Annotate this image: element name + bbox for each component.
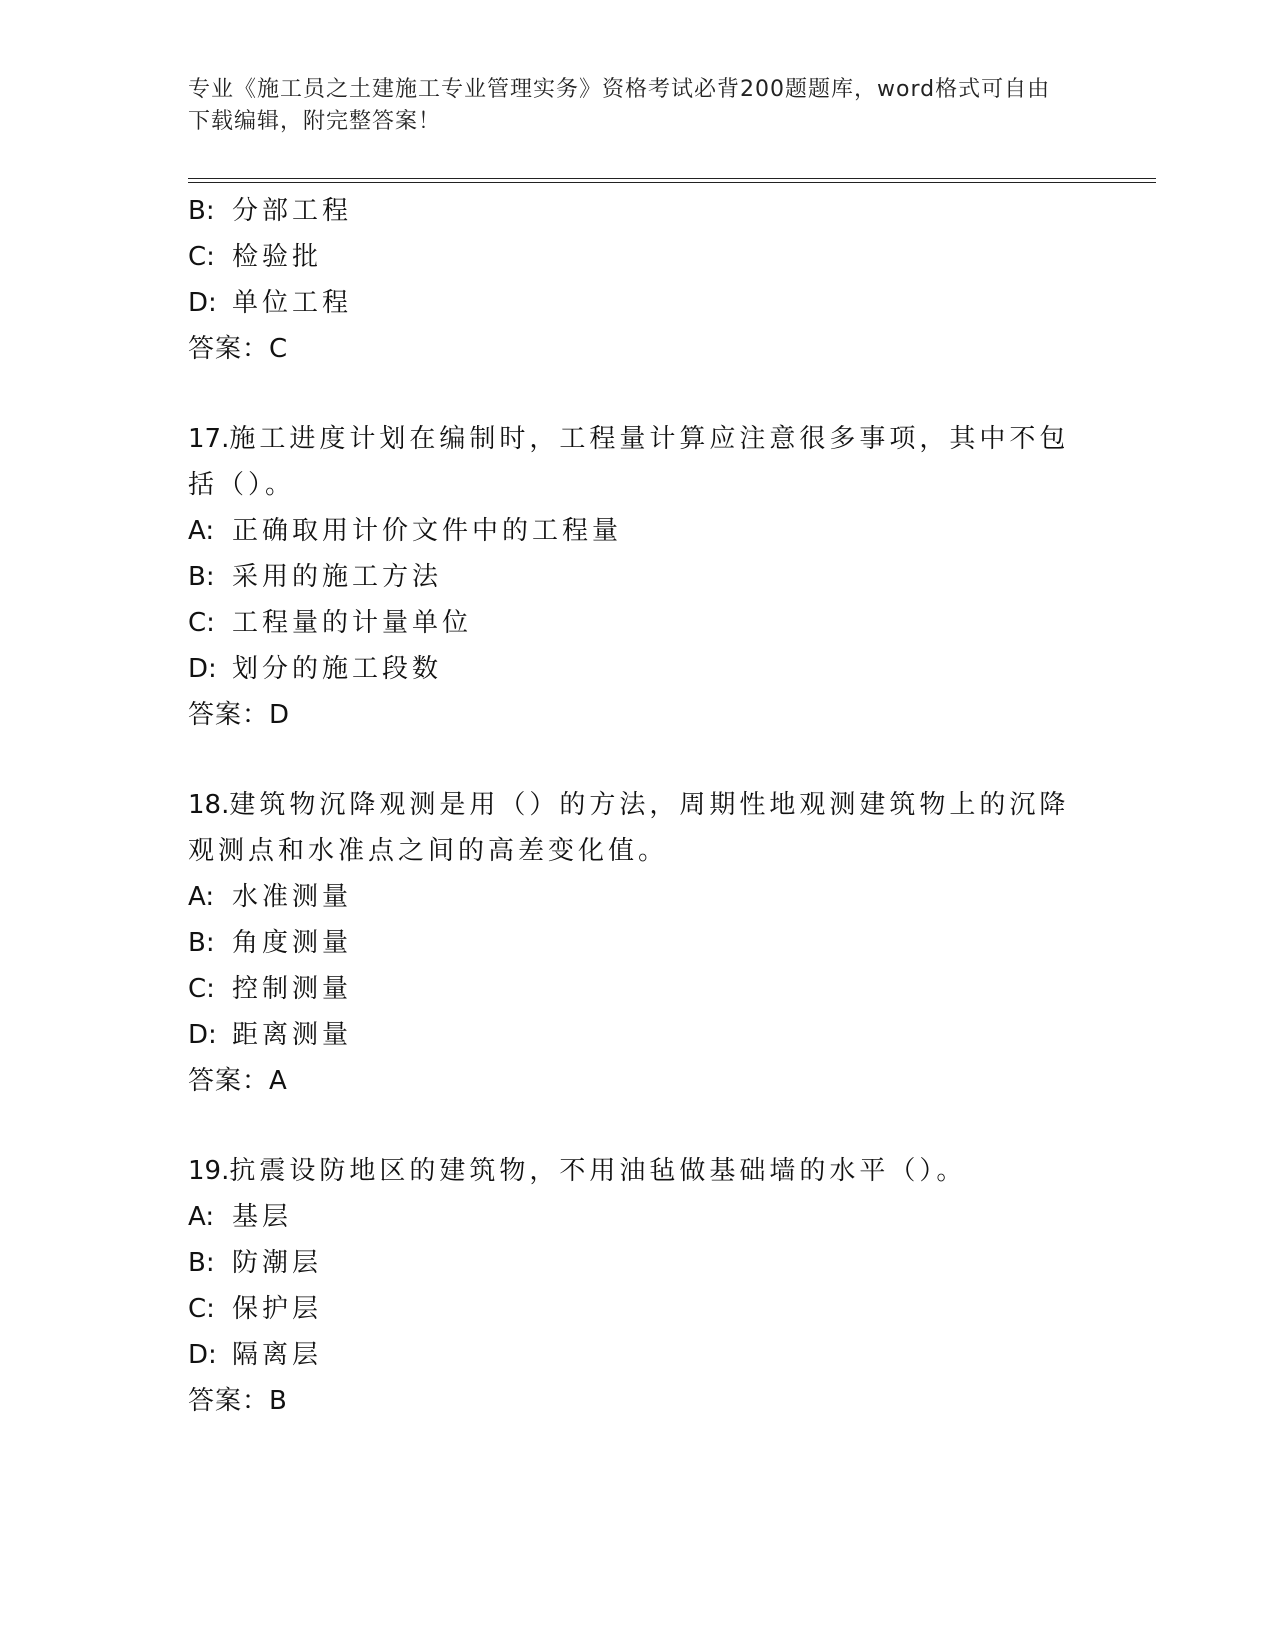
option-label: B: (188, 928, 215, 958)
question-stem (188, 1148, 1088, 1194)
question-18 (188, 782, 1088, 1104)
question-text: 施工进度计划在编制时，工程量计算应注意很多事项，其中不包括（）。 (188, 424, 1070, 500)
option-text: 分部工程 (232, 196, 353, 226)
question-stem (188, 782, 1088, 874)
option-label: A: (188, 1202, 215, 1232)
question-continued (188, 188, 1088, 372)
option-text: 角度测量 (232, 928, 353, 958)
option-d (188, 280, 1088, 326)
answer: 答案：D (188, 700, 291, 730)
option-text: 划分的施工段数 (232, 654, 443, 684)
header-divider-top (188, 178, 1156, 179)
answer: 答案：B (188, 1386, 288, 1416)
question-number: 17. (188, 424, 230, 454)
question-17 (188, 416, 1088, 738)
option-text: 水准测量 (232, 882, 353, 912)
option-label: C: (188, 974, 215, 1004)
option-text: 采用的施工方法 (232, 562, 443, 592)
option-text: 基层 (232, 1202, 293, 1232)
option-label: B: (188, 562, 215, 592)
option-d (188, 1332, 1088, 1378)
document-header: 专业《施工员之土建施工专业管理实务》资格考试必背200题题库，word格式可自由下载编辑，附完整答案！ (188, 77, 1051, 134)
option-b (188, 554, 1088, 600)
option-d (188, 646, 1088, 692)
option-text: 隔离层 (232, 1340, 323, 1370)
option-text: 正确取用计价文件中的工程量 (232, 516, 623, 546)
option-label: D: (188, 1020, 217, 1050)
question-list (188, 188, 1088, 1424)
option-label: A: (188, 516, 215, 546)
answer: 答案：C (188, 334, 289, 364)
option-c (188, 1286, 1088, 1332)
header-divider-bottom (188, 182, 1156, 183)
answer: 答案：A (188, 1066, 288, 1096)
option-a (188, 1194, 1088, 1240)
question-number: 18. (188, 790, 230, 820)
option-text: 工程量的计量单位 (232, 608, 473, 638)
option-text: 单位工程 (232, 288, 353, 318)
option-label: B: (188, 196, 215, 226)
option-text: 控制测量 (232, 974, 353, 1004)
option-label: C: (188, 608, 215, 638)
option-text: 保护层 (232, 1294, 323, 1324)
question-stem (188, 416, 1088, 508)
option-c (188, 600, 1088, 646)
question-19 (188, 1148, 1088, 1424)
option-label: B: (188, 1248, 215, 1278)
question-text: 建筑物沉降观测是用（）的方法，周期性地观测建筑物上的沉降观测点和水准点之间的高差变化值。 (188, 790, 1070, 866)
option-text: 防潮层 (232, 1248, 323, 1278)
option-text: 检验批 (232, 242, 323, 272)
option-b (188, 1240, 1088, 1286)
option-d (188, 1012, 1088, 1058)
option-c (188, 234, 1088, 280)
question-number: 19. (188, 1156, 230, 1186)
option-text: 距离测量 (232, 1020, 353, 1050)
option-label: D: (188, 654, 217, 684)
option-b (188, 920, 1088, 966)
option-c (188, 966, 1088, 1012)
option-label: D: (188, 288, 217, 318)
option-label: C: (188, 242, 215, 272)
option-a (188, 874, 1088, 920)
question-text: 抗震设防地区的建筑物，不用油毡做基础墙的水平（）。 (229, 1156, 967, 1186)
option-b (188, 188, 1088, 234)
option-a (188, 508, 1088, 554)
option-label: C: (188, 1294, 215, 1324)
option-label: D: (188, 1340, 217, 1370)
option-label: A: (188, 882, 215, 912)
